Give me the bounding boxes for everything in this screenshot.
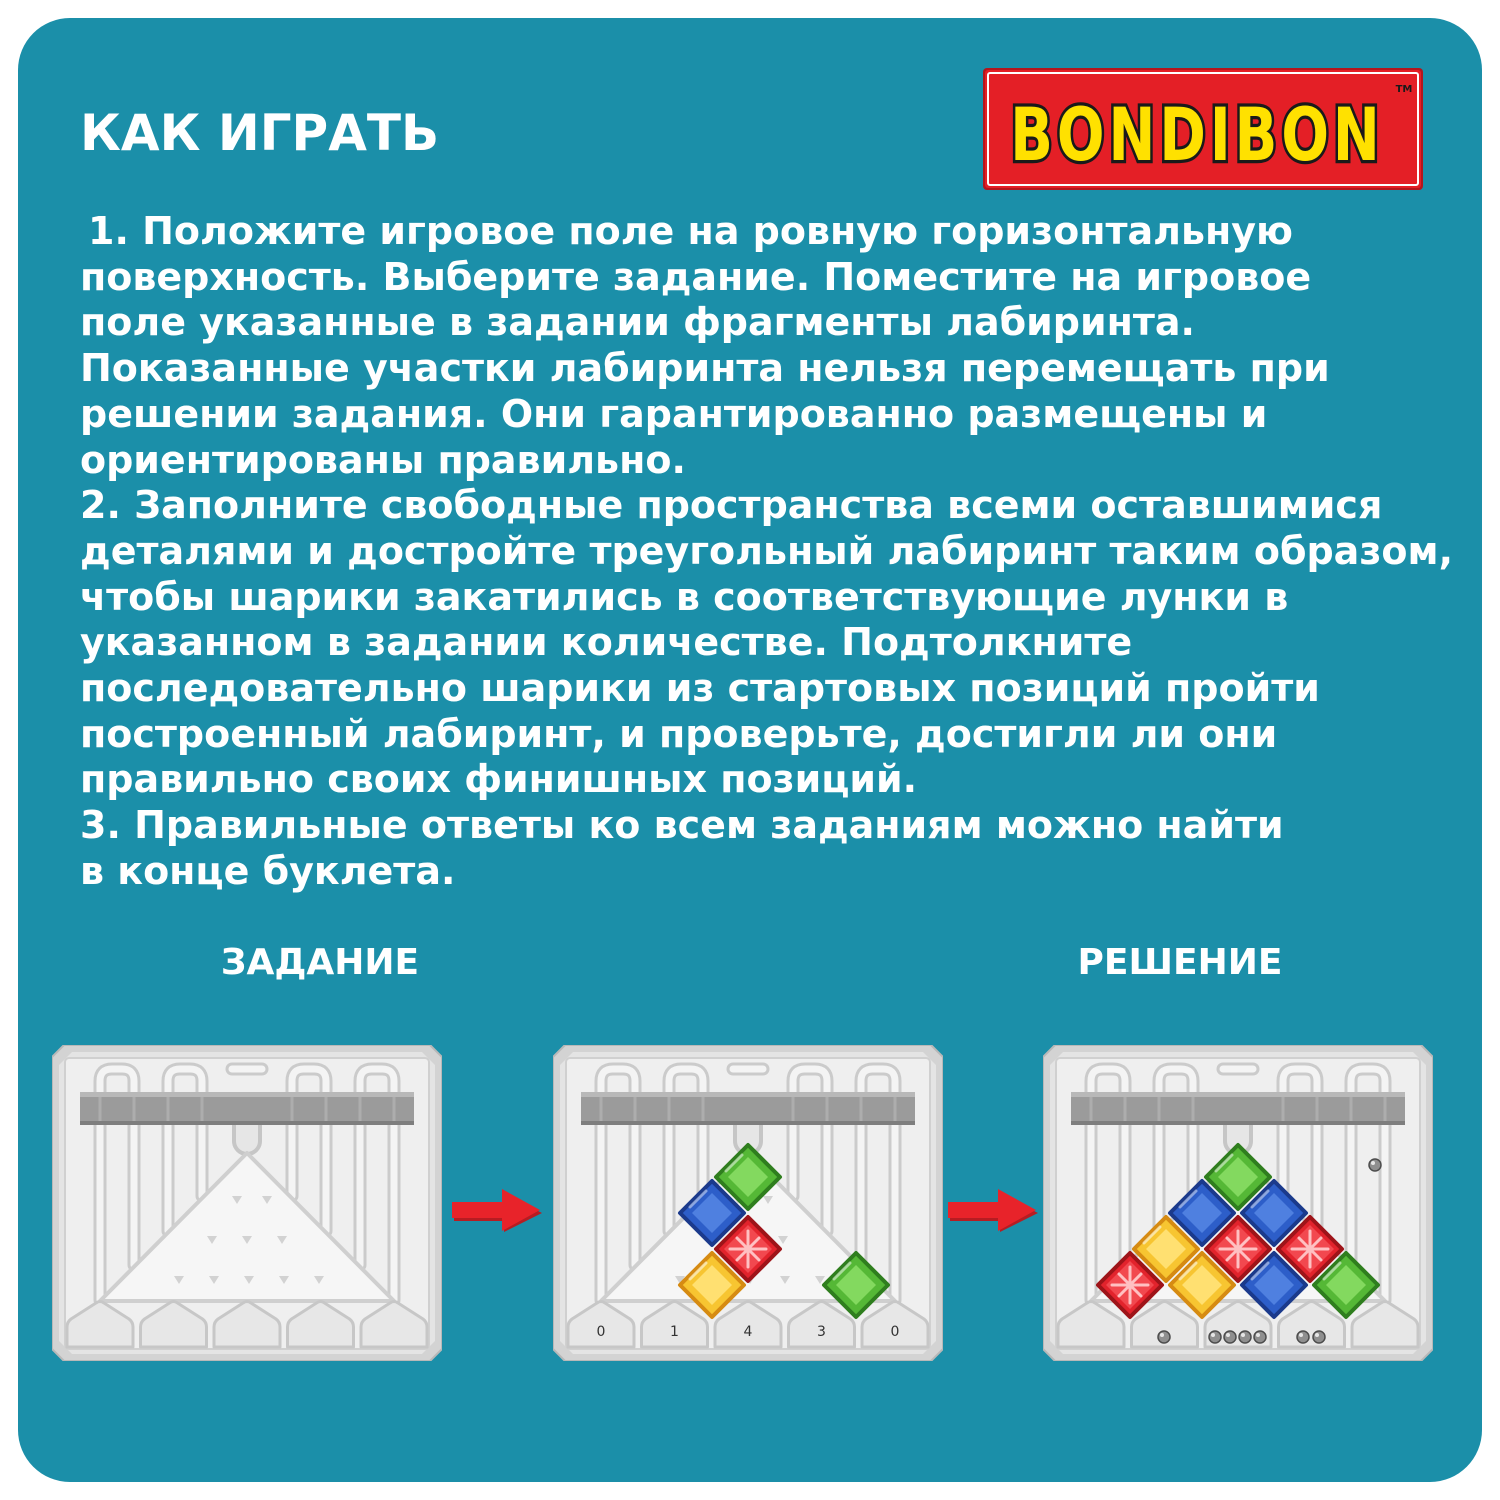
- ball: [1369, 1159, 1381, 1171]
- instruction-line: решении задания. Они гарантированно размещены и: [80, 391, 1268, 436]
- logo-wordmark: BONDIBON: [1010, 93, 1384, 178]
- task-board-preset: [553, 1045, 943, 1361]
- ball: [1297, 1331, 1309, 1343]
- instruction-line: правильно своих финишных позиций.: [80, 757, 918, 802]
- ball: [1254, 1331, 1266, 1343]
- instruction-line: 1. Положите игровое поле на ровную горизонтальную: [88, 209, 1293, 253]
- board-frame: [52, 1045, 442, 1361]
- instruction-line: построенный лабиринт, и проверьте, достигли ли они: [80, 711, 1278, 756]
- solution-board: [1043, 1045, 1433, 1361]
- instruction-line: в конце буклета.: [80, 848, 456, 893]
- ball: [1239, 1331, 1251, 1343]
- hole-count: 0: [596, 1324, 606, 1340]
- page-title: КАК ИГРАТЬ: [80, 104, 440, 162]
- arrow-right-icon: [452, 1185, 544, 1235]
- hole-count: 3: [817, 1324, 826, 1340]
- hole-count: 4: [743, 1324, 753, 1340]
- task-board-empty: [52, 1045, 442, 1361]
- instruction-line: чтобы шарики закатились в соответствующие лунки в: [80, 574, 1289, 619]
- hole-count: 0: [890, 1324, 900, 1340]
- arrow-right-icon: [948, 1185, 1040, 1235]
- task-label: ЗАДАНИЕ: [220, 942, 420, 983]
- ball: [1209, 1331, 1221, 1343]
- instruction-line: Показанные участки лабиринта нельзя перемещать при: [80, 346, 1330, 391]
- ball: [1158, 1331, 1170, 1343]
- instruction-line: поле указанные в задании фрагменты лабиринта.: [80, 300, 1195, 345]
- instruction-line: 3. Правильные ответы ко всем заданиям можно найти: [80, 803, 1284, 848]
- instruction-line: поверхность. Выберите задание. Поместите на игровое: [80, 254, 1312, 299]
- instruction-line: последовательно шарики из стартовых позиций пройти: [80, 666, 1320, 711]
- ball: [1224, 1331, 1236, 1343]
- instruction-line: деталями и достройте треугольный лабиринт таким образом,: [80, 528, 1454, 573]
- instruction-line: указанном в задании количестве. Подтолкните: [80, 620, 1133, 665]
- instructions-text: [80, 209, 1453, 895]
- logo-trademark: TM: [1395, 84, 1413, 95]
- instruction-line: 2. Заполните свободные пространства всеми оставшимися: [80, 483, 1383, 528]
- solution-label: РЕШЕНИЕ: [1077, 942, 1283, 983]
- bondibon-logo: [983, 68, 1423, 190]
- hole-count: 1: [670, 1324, 679, 1340]
- ball: [1313, 1331, 1325, 1343]
- instruction-line: ориентированы правильно.: [80, 437, 686, 482]
